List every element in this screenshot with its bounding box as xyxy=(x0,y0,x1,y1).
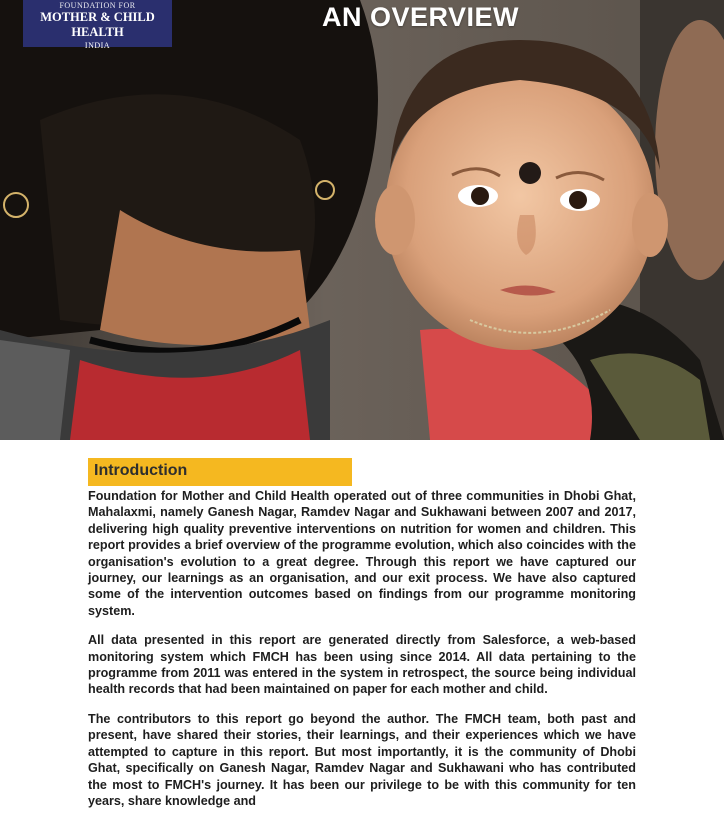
section-heading-introduction: Introduction xyxy=(88,458,352,486)
paragraph: All data presented in this report are generated directly from Salesforce, a web-based monitoring system which FMCH has been using since 2014. All data pertaining to the programme from 2011 was entered in the system in retrospect, the source being individual health records that had been maintained on paper for each mother and child. xyxy=(88,633,636,697)
organisation-logo xyxy=(23,0,172,50)
page-title: AN OVERVIEW xyxy=(322,2,520,32)
logo-line-name: MOTHER & CHILD HEALTH xyxy=(40,10,155,39)
logo-line-country: INDIA xyxy=(84,41,111,50)
logo-line-foundation: FOUNDATION FOR xyxy=(59,1,136,10)
paragraph: The contributors to this report go beyond the author. The FMCH team, both past and present, have shared their stories, their learnings, and their experiences which we have attempted to capture in this report. But most importantly, it is the community of Dhobi Ghat, specifically on Ganesh Nagar, Ramdev Nagar and Sukhawani who has contributed the most to FMCH's journey. It has been our privilege to be with this community for ten years, share knowledge and xyxy=(88,711,636,808)
introduction-body xyxy=(88,488,636,822)
paragraph: Foundation for Mother and Child Health operated out of three communities in Dhobi Ghat, Mahalaxmi, namely Ganesh Nagar, Ramdev Nagar and Sukhawani between 2007 and 2017, delivering high quality preventive interventions on nutrition for women and children. This report provides a brief overview of the programme evolution, which also coincides with the organisation's evolution to a great degree. Through this report we have captured our journey, our learnings as an organisation, and our exit process. We have also captured some of the intervention outcomes based on findings from our programme monitoring system. xyxy=(88,489,636,618)
